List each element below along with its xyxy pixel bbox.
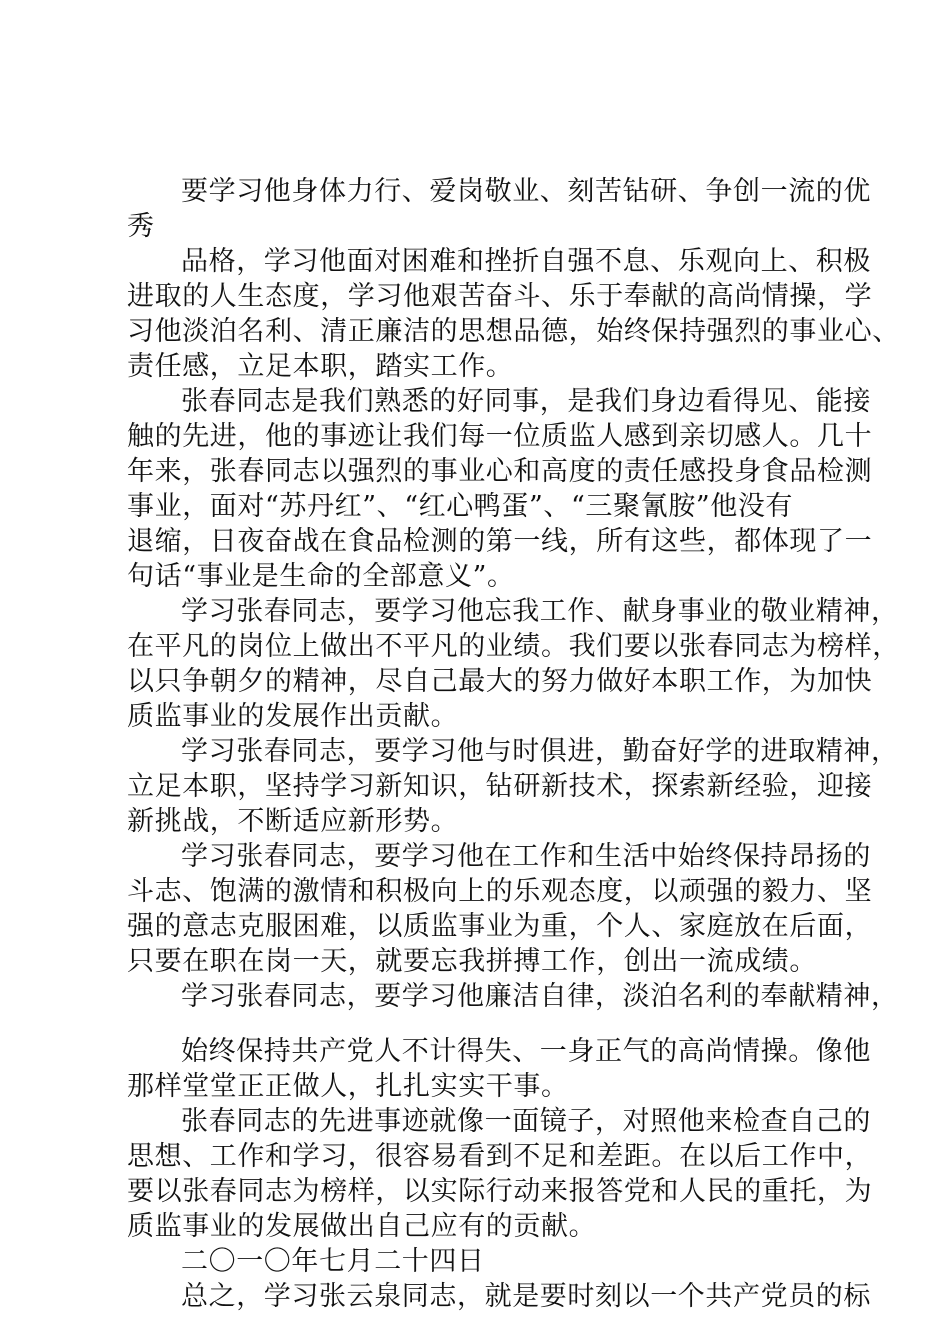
text-line: 句话“事业是生命的全部意义”。 bbox=[127, 561, 515, 592]
text-line: 退缩，日夜奋战在食品检测的第一线，所有这些，都体现了一 bbox=[127, 526, 873, 557]
text-line: 始终保持共产党人不计得失、一身正气的高尚情操。像他 bbox=[181, 1036, 871, 1067]
text-line: 秀 bbox=[127, 211, 155, 242]
text-line: 强的意志克服困难，以质监事业为重，个人、家庭放在后面， bbox=[127, 911, 873, 942]
text-line: 事业，面对“苏丹红”、“红心鸭蛋”、“三聚氰胺”他没有 bbox=[127, 491, 794, 522]
text-line: 只要在职在岗一天，就要忘我拼搏工作，创出一流成绩。 bbox=[127, 946, 817, 977]
text-line: 学习张春同志，要学习他在工作和生活中始终保持昂扬的 bbox=[181, 841, 871, 872]
text-line: 学习张春同志，要学习他与时俱进，勤奋好学的进取精神， bbox=[181, 736, 899, 767]
text-line: 总之，学习张云泉同志，就是要时刻以一个共产党员的标 bbox=[181, 1281, 871, 1312]
text-line: 年来，张春同志以强烈的事业心和高度的责任感投身食品检测 bbox=[127, 456, 873, 487]
text-line: 立足本职，坚持学习新知识，钻研新技术，探索新经验，迎接 bbox=[127, 771, 873, 802]
text-line: 触的先进，他的事迹让我们每一位质监人感到亲切感人。几十 bbox=[127, 421, 873, 452]
text-line: 品格，学习他面对困难和挫折自强不息、乐观向上、积极 bbox=[181, 246, 871, 277]
text-line: 二〇一〇年七月二十四日 bbox=[181, 1246, 485, 1277]
text-line: 要学习他身体力行、爱岗敬业、刻苦钻研、争创一流的优 bbox=[181, 176, 871, 207]
text-line: 在平凡的岗位上做出不平凡的业绩。我们要以张春同志为榜样， bbox=[127, 631, 900, 662]
text-line: 质监事业的发展做出自己应有的贡献。 bbox=[127, 1211, 597, 1242]
text-line: 那样堂堂正正做人，扎扎实实干事。 bbox=[127, 1071, 569, 1102]
text-line: 张春同志是我们熟悉的好同事，是我们身边看得见、能接 bbox=[181, 386, 871, 417]
text-line: 习他淡泊名利、清正廉洁的思想品德，始终保持强烈的事业心、 bbox=[127, 316, 900, 347]
text-line: 质监事业的发展作出贡献。 bbox=[127, 701, 459, 732]
text-line: 张春同志的先进事迹就像一面镜子，对照他来检查自己的 bbox=[181, 1106, 871, 1137]
text-line: 责任感，立足本职，踏实工作。 bbox=[127, 351, 514, 382]
text-line: 以只争朝夕的精神，尽自己最大的努力做好本职工作，为加快 bbox=[127, 666, 873, 697]
text-line: 要以张春同志为榜样，以实际行动来报答党和人民的重托，为 bbox=[127, 1176, 873, 1207]
text-line: 进取的人生态度，学习他艰苦奋斗、乐于奉献的高尚情操，学 bbox=[127, 281, 873, 312]
text-line: 学习张春同志，要学习他忘我工作、献身事业的敬业精神， bbox=[181, 596, 899, 627]
text-line: 新挑战，不断适应新形势。 bbox=[127, 806, 459, 837]
text-line: 思想、工作和学习，很容易看到不足和差距。在以后工作中， bbox=[127, 1141, 873, 1172]
text-line: 斗志、饱满的激情和积极向上的乐观态度，以顽强的毅力、坚 bbox=[127, 876, 873, 907]
text-line: 学习张春同志，要学习他廉洁自律，淡泊名利的奉献精神， bbox=[181, 981, 899, 1012]
